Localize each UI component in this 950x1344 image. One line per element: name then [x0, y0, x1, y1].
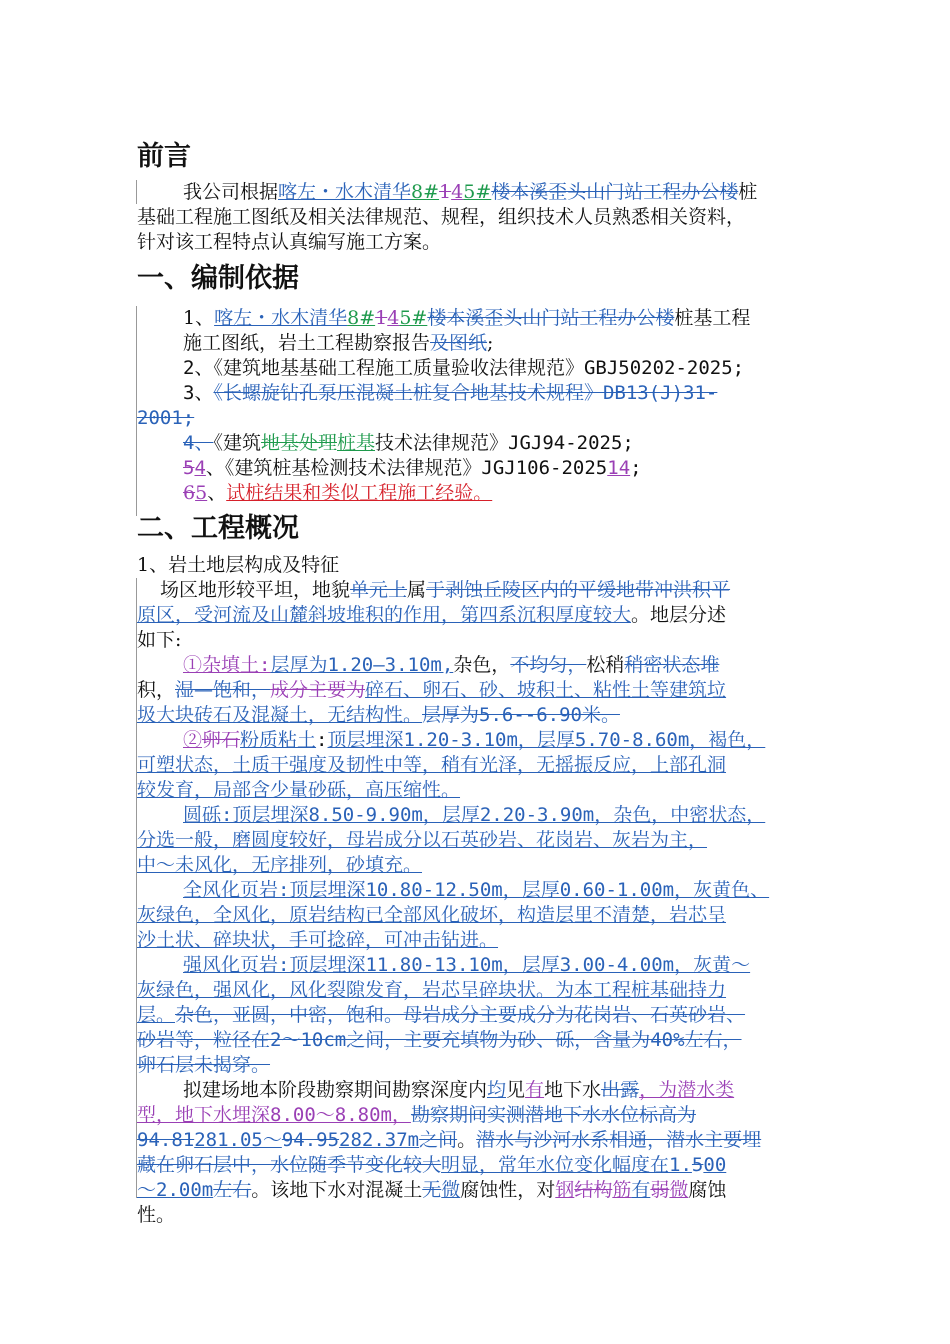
overview-line: 场区地形较平坦，地貌单元上属于剥蚀丘陵区内的平缓地带冲洪积平 [160, 579, 731, 601]
heading-basis: 一、编制依据 [137, 263, 299, 294]
groundwater-line: 性。 [137, 1204, 176, 1226]
layer-shale-full: 沙土状、碎块状，手可捻碎，可冲击钻进。 [137, 929, 499, 951]
layer-fill: ①杂填土:层厚为1.20—3.10m,杂色，不均匀，松稍稍密状态堆 [183, 654, 720, 676]
basis-item: 2、《建筑地基基础工程施工质量验收法律规范》GBJ50202-2025; [183, 357, 745, 379]
layer-gravel: 中～未风化，无序排列，砂填充。 [137, 854, 423, 876]
preface-line: 基础工程施工图纸及相关法律规范、规程，组织技术人员熟悉相关资料， [137, 206, 746, 228]
layer-shale-strong: 砂岩等，粒径在2～10cm之间，主要充填物为砂、砾，含量为40%左右， [137, 1029, 742, 1051]
layer-clay: 较发育，局部含少量砂砾，高压缩性。 [137, 779, 461, 801]
groundwater-line: 藏在卵石层中，水位随季节变化较大明显，常年水位变化幅度在1.500 [137, 1154, 727, 1176]
groundwater-line: 型，地下水埋深8.00～8.80m，勘察期间实测潜地下水水位标高为 [137, 1104, 696, 1126]
basis-item: 65、试桩结果和类似工程施工经验。 [183, 482, 493, 504]
layer-shale-strong: 卵石层未揭穿。 [137, 1054, 271, 1076]
basis-item: 3、《长螺旋钻孔泵压混凝土桩复合地基技术规程》DB13(J)31- [183, 382, 718, 404]
basis-item: 4、《建筑地基处理桩基技术法律规范》JGJ94-2025; [183, 432, 634, 454]
layer-shale-full: 全风化页岩:顶层埋深10.80-12.50m，层厚0.60-1.00m，灰黄色、 [183, 879, 770, 901]
layer-gravel: 圆砾:顶层埋深8.50-9.90m，层厚2.20-3.90m，杂色，中密状态， [183, 804, 766, 826]
groundwater-line: 94.81281.05～94.95282.37m之间。潜水与沙河水系相通，潜水主要埋 [137, 1129, 762, 1151]
layer-clay: 可塑状态，土质干强度及韧性中等，稍有光泽，无摇振反应，上部孔洞 [137, 754, 727, 776]
layer-fill: 圾大块砖石及混凝土，无结构性。层厚为5.6--6.90米。 [137, 704, 620, 726]
heading-preface: 前言 [137, 141, 191, 172]
layer-clay: ②卵石粉质粘土:顶层埋深1.20-3.10m，层厚5.70-8.60m，褐色， [183, 729, 766, 751]
basis-item: 54、《建筑桩基检测技术法律规范》JGJ106-202514; [183, 457, 642, 479]
layer-shale-full: 灰绿色，全风化，原岩结构已全部风化破坏，构造层里不清楚，岩芯呈 [137, 904, 727, 926]
layer-shale-strong: 灰绿色，强风化，风化裂隙发育，岩芯呈碎块状。为本工程桩基础持力 [137, 979, 727, 1001]
overview-line: 原区，受河流及山麓斜坡堆积的作用，第四系沉积厚度较大。地层分述 [137, 604, 727, 626]
heading-overview: 二、工程概况 [137, 513, 299, 544]
preface-line: 针对该工程特点认真编写施工方案。 [137, 231, 442, 253]
layer-fill: 积，湿—饱和，成分主要为碎石、卵石、砂、坡积土、粘性土等建筑垃 [137, 679, 727, 701]
basis-item: 2001; [137, 407, 195, 429]
groundwater-line: 拟建场地本阶段勘察期间勘察深度内均见有地下水出露，为潜水类 [183, 1079, 735, 1101]
layer-shale-strong: 层。杂色，亚圆，中密，饱和。母岩成分主要成分为花岗岩、石英砂岩、 [137, 1004, 746, 1026]
change-bar [136, 180, 137, 204]
preface-line: 我公司根据喀左・水木清华8#145#楼本溪歪头山门站工程办公楼桩 [183, 181, 758, 203]
basis-item: 1、喀左・水木清华8#145#楼本溪歪头山门站工程办公楼桩基工程 [183, 307, 751, 329]
subheading: 1、岩土地层构成及特征 [137, 554, 340, 576]
layer-shale-strong: 强风化页岩:顶层埋深11.80-13.10m，层厚3.00-4.00m，灰黄～ [183, 954, 751, 976]
layer-gravel: 分选一般，磨圆度较好，母岩成分以石英砂岩、花岗岩、灰岩为主， [137, 829, 708, 851]
basis-item: 施工图纸，岩土工程勘察报告及图纸; [183, 332, 494, 354]
groundwater-line: ～2.00m左右。该地下水对混凝土无微腐蚀性，对钢结构筋有弱微腐蚀 [137, 1179, 727, 1201]
overview-line: 如下: [137, 629, 182, 651]
